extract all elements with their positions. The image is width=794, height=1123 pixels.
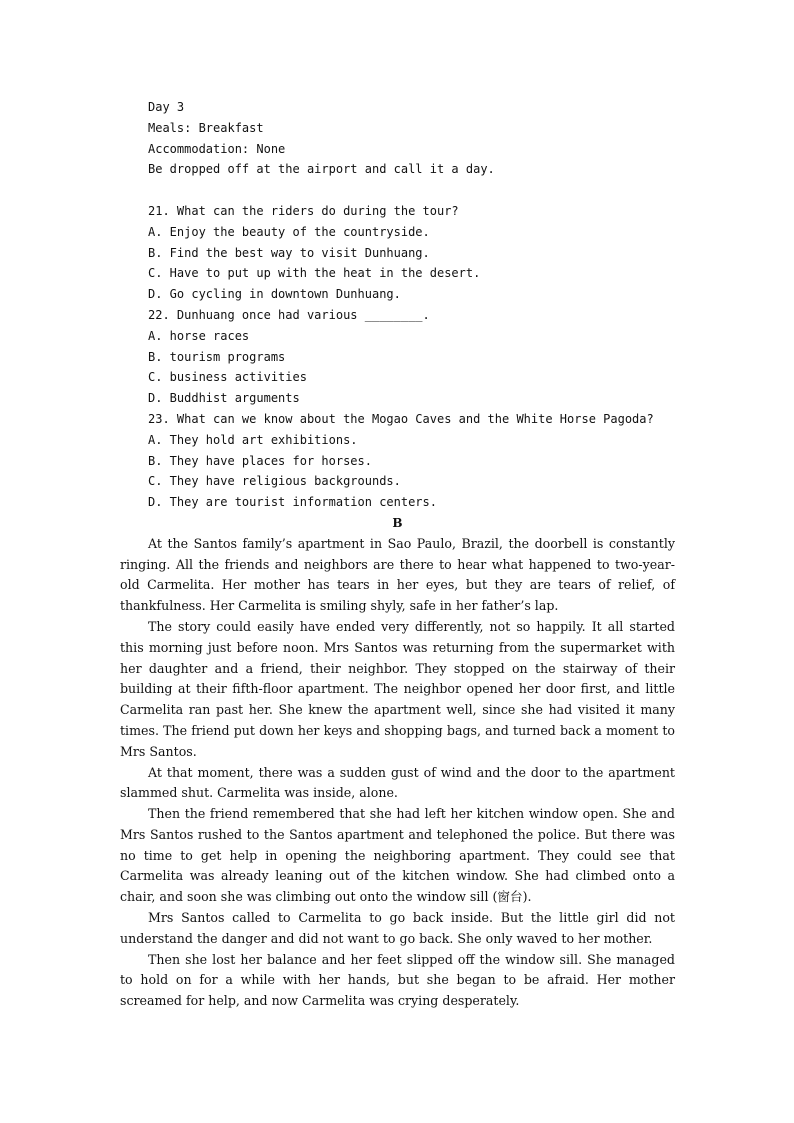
- passage-paragraph: Then she lost her balance and her feet slipped off the window sill. She managed to hold on for a while with her hands, but she began to be afraid. Her mother screamed for help, and now Carmelita was crying desperately.: [120, 951, 675, 1009]
- question-22-stem: 22. Dunhuang once had various ________.: [148, 307, 430, 322]
- document-content: [120, 97, 675, 1012]
- question-23-option-d: D. They are tourist information centers.: [148, 495, 437, 510]
- question-23-option-c: C. They have religious backgrounds.: [148, 474, 401, 489]
- question-22-option-a: A. horse races: [148, 328, 250, 343]
- passage-paragraph: Mrs Santos called to Carmelita to go back inside. But the little girl did not understand the danger and did not want to go back. She only waved to her mother.: [120, 910, 675, 946]
- question-23-stem: 23. What can we know about the Mogao Caves and the White Horse Pagoda?: [148, 411, 654, 426]
- passage-paragraph: Then the friend remembered that she had left her kitchen window open. She and Mrs Santos rushed to the Santos apartment and telephoned the police. But there was no time to get help in opening the neighboring apartment. They could see that Carmelita was already leaning out of the kitchen window. She had climbed onto a chair, and soon she was climbing out onto the window sill (窗台).: [120, 806, 675, 905]
- question-21-stem: 21. What can the riders do during the tour?: [148, 203, 459, 218]
- passage-paragraph: At that moment, there was a sudden gust of wind and the door to the apartment slammed shut. Carmelita was inside, alone.: [120, 764, 675, 801]
- question-22-option-d: D. Buddhist arguments: [148, 391, 300, 406]
- question-21-option-d: D. Go cycling in downtown Dunhuang.: [148, 287, 401, 302]
- spacer: [120, 180, 675, 201]
- passage-paragraph: The story could easily have ended very differently, not so happily. It all started this morning just before noon. Mrs Santos was returning from the supermarket with her daughter and a friend, their neighbor. They stopped on the stairway of their building at their fifth-floor apartment. The neighbor opened her door first, and little Carmelita ran past her. She knew the apartment well, since she had visited it many times. The friend put down her keys and shopping bags, and turned back a moment to Mrs Santos.: [120, 618, 675, 759]
- day3-note: Be dropped off at the airport and call it a day.: [148, 162, 495, 177]
- question-21-option-a: A. Enjoy the beauty of the countryside.: [148, 224, 430, 239]
- question-23-option-a: A. They hold art exhibitions.: [148, 432, 358, 447]
- passage-paragraph: At the Santos family’s apartment in Sao Paulo, Brazil, the doorbell is constantly ringing. All the friends and neighbors are there to hear what happened to two-year-old Carmelita. Her mother has tears in her eyes, but they are tears of relief, of thankfulness. Her Carmelita is smiling shyly, safe in her father’s lap.: [120, 535, 675, 614]
- day3-accommodation: Accommodation: None: [148, 141, 286, 156]
- question-22-option-c: C. business activities: [148, 370, 307, 385]
- question-21-option-b: B. Find the best way to visit Dunhuang.: [148, 245, 430, 260]
- section-b-title: B: [392, 515, 403, 530]
- question-21-option-c: C. Have to put up with the heat in the desert.: [148, 266, 481, 281]
- day3-meals: Meals: Breakfast: [148, 120, 264, 135]
- question-23-option-b: B. They have places for horses.: [148, 453, 372, 468]
- question-22-option-b: B. tourism programs: [148, 349, 286, 364]
- day3-heading: Day 3: [148, 100, 185, 114]
